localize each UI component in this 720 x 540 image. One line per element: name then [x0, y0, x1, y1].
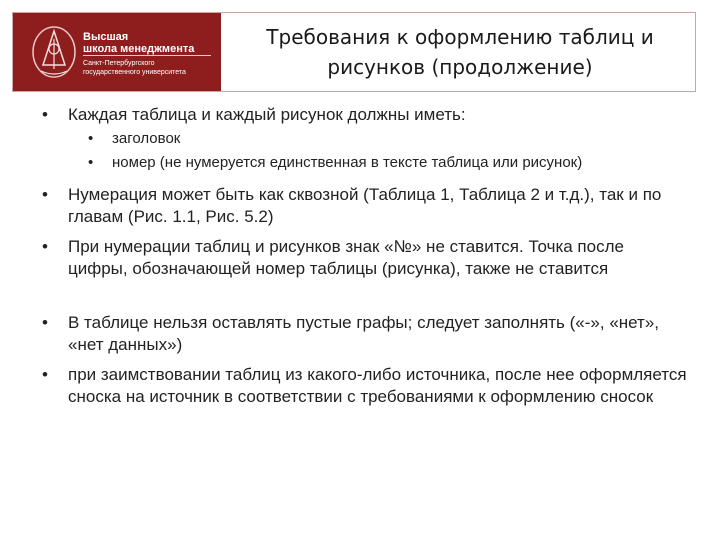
slide-header: [12, 12, 696, 92]
logo-divider: [83, 55, 211, 56]
logo-subtitle: Санкт-Петербургского государственного университета: [83, 60, 186, 76]
bullet-marker: •: [42, 185, 48, 204]
bullet-item: • В таблице нельзя оставлять пустые графы; следует заполнять («-», «нет», «нет данных»): [42, 313, 660, 354]
bullet-item: • При нумерации таблиц и рисунков знак «№» не ставится. Точка после цифры, обозначающей номер таблицы (рисунка), также не ставится: [42, 237, 624, 278]
subbullet-item: • заголовок: [112, 128, 692, 150]
bullet-marker: •: [42, 313, 48, 332]
bullet-marker: •: [42, 365, 48, 384]
subbullet-marker: •: [88, 154, 94, 171]
bullet-item: • Каждая таблица и каждый рисунок должны иметь:: [42, 105, 466, 124]
bullet-marker: •: [42, 237, 48, 256]
university-logo: [13, 13, 221, 91]
bullet-marker: •: [42, 105, 48, 124]
bullet-item: • при заимствовании таблиц из какого-либо источника, после нее оформляется сноска на источник в соответствии с требованиями к оформлению сносок: [42, 365, 687, 406]
logo-title: Высшая школа менеджмента: [83, 31, 195, 55]
subbullet-marker: •: [88, 130, 94, 147]
subbullet-item: • номер (не нумеруется единственная в тексте таблица или рисунок): [112, 152, 697, 174]
slide-title: Требования к оформлению таблиц и рисунков (продолжение): [266, 25, 654, 79]
crest-icon: [31, 25, 77, 79]
bullet-item: • Нумерация может быть как сквозной (Таблица 1, Таблица 2 и т.д.), так и по главам (Рис. 1.1, Рис. 5.2): [42, 185, 662, 226]
